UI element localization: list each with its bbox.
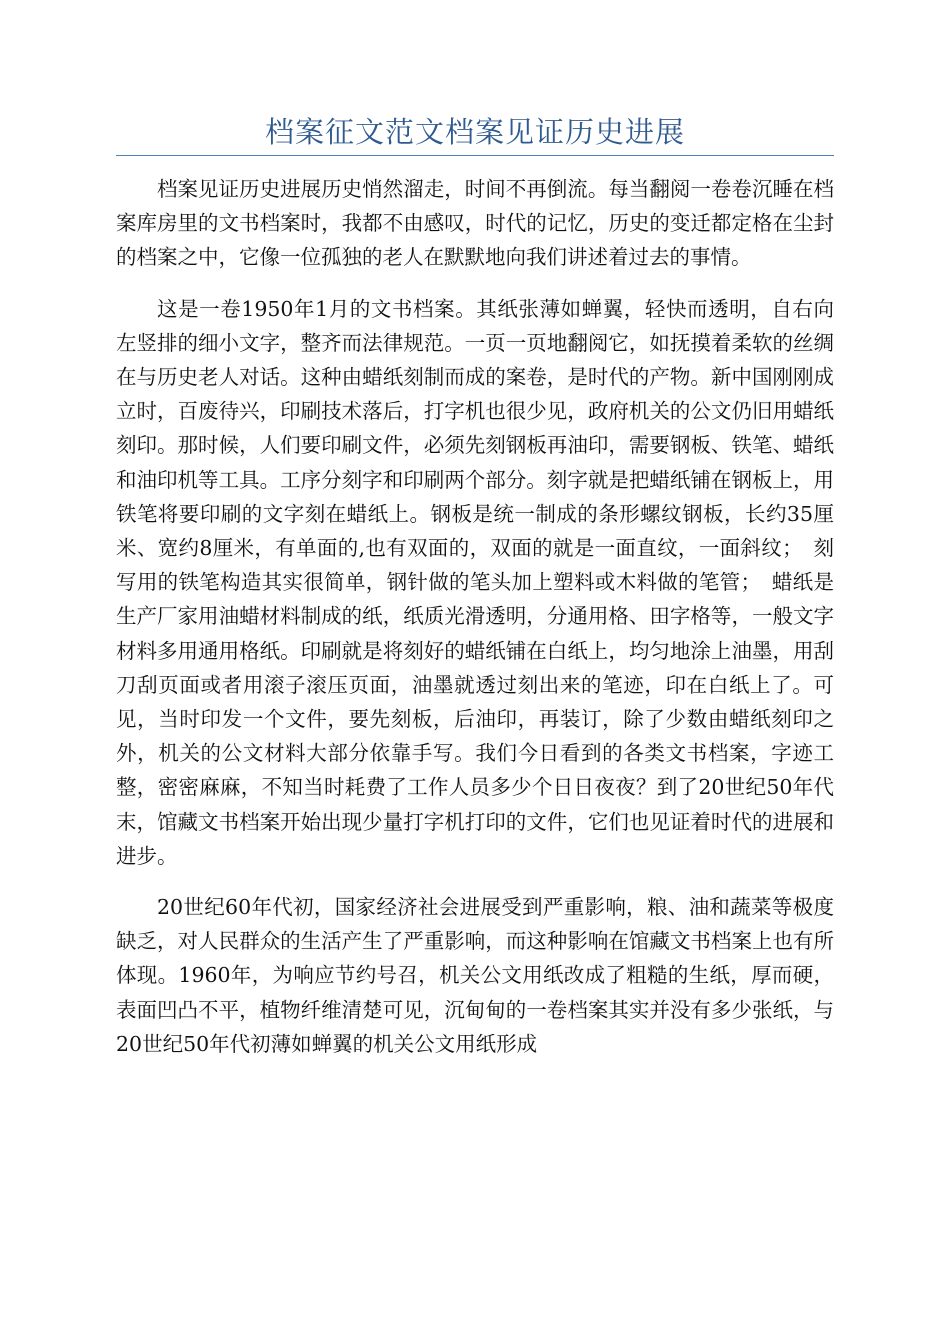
paragraph-2: 这是一卷1950年1月的文书档案。其纸张薄如蝉翼，轻快而透明，自右向左竖排的细小文字，整齐而法律规范。一页一页地翻阅它，如抚摸着柔软的丝绸在与历史老人对话。这种由蜡纸刻制而成的案卷，是时代的产物。新中国刚刚成立时，百废待兴，印刷技术落后，打字机也很少见，政府机关的公文仍旧用蜡纸刻印。那时候，人们要印刷文件，必须先刻钢板再油印，需要钢板、铁笔、蜡纸和油印机等工具。工序分刻字和印刷两个部分。刻字就是把蜡纸铺在钢板上，用铁笔将要印刷的文字刻在蜡纸上。钢板是统一制成的条形螺纹钢板，长约35厘米、宽约8厘米，有单面的,也有双面的，双面的就是一面直纹，一面斜纹； 刻写用的铁笔构造其实很简单，钢针做的笔头加上塑料或木料做的笔管； 蜡纸是生产厂家用油蜡材料制成的纸，纸质光滑透明，分通用格、田字格等，一般文字材料多用通用格纸。印刷就是将刻好的蜡纸铺在白纸上，均匀地涂上油墨，用刮刀刮页面或者用滚子滚压页面，油墨就透过刻出来的笔迹，印在白纸上了。可见，当时印发一个文件，要先刻板，后油印，再装订，除了少数由蜡纸刻印之外，机关的公文材料大部分依靠手写。我们今日看到的各类文书档案，字迹工整，密密麻麻，不知当时耗费了工作人员多少个日日夜夜？到了20世纪50年代末，馆藏文书档案开始出现少量打字机打印的文件，它们也见证着时代的进展和进步。 (116, 296, 834, 868)
document-title: 档案征文范文档案见证历史进展 (264, 115, 685, 149)
title-underline (116, 155, 834, 156)
paragraph-1: 档案见证历史进展历史悄然溜走，时间不再倒流。每当翻阅一卷卷沉睡在档案库房里的文书档案时，我都不由感叹，时代的记忆，历史的变迁都定格在尘封的档案之中，它像一位孤独的老人在默默地向我们讲述着过去的事情。 (116, 177, 834, 270)
paragraph-3: 20世纪60年代初，国家经济社会进展受到严重影响，粮、油和蔬菜等极度缺乏，对人民群众的生活产生了严重影响，而这种影响在馆藏文书档案上也有所体现。1960年，为响应节约号召，机关公文用纸改成了粗糙的生纸，厚而硬，表面凹凸不平，植物纤维清楚可见，沉甸甸的一卷档案其实并没有多少张纸，与20世纪50年代初薄如蝉翼的机关公文用纸形成 (116, 895, 834, 1056)
document-body (116, 172, 834, 1078)
